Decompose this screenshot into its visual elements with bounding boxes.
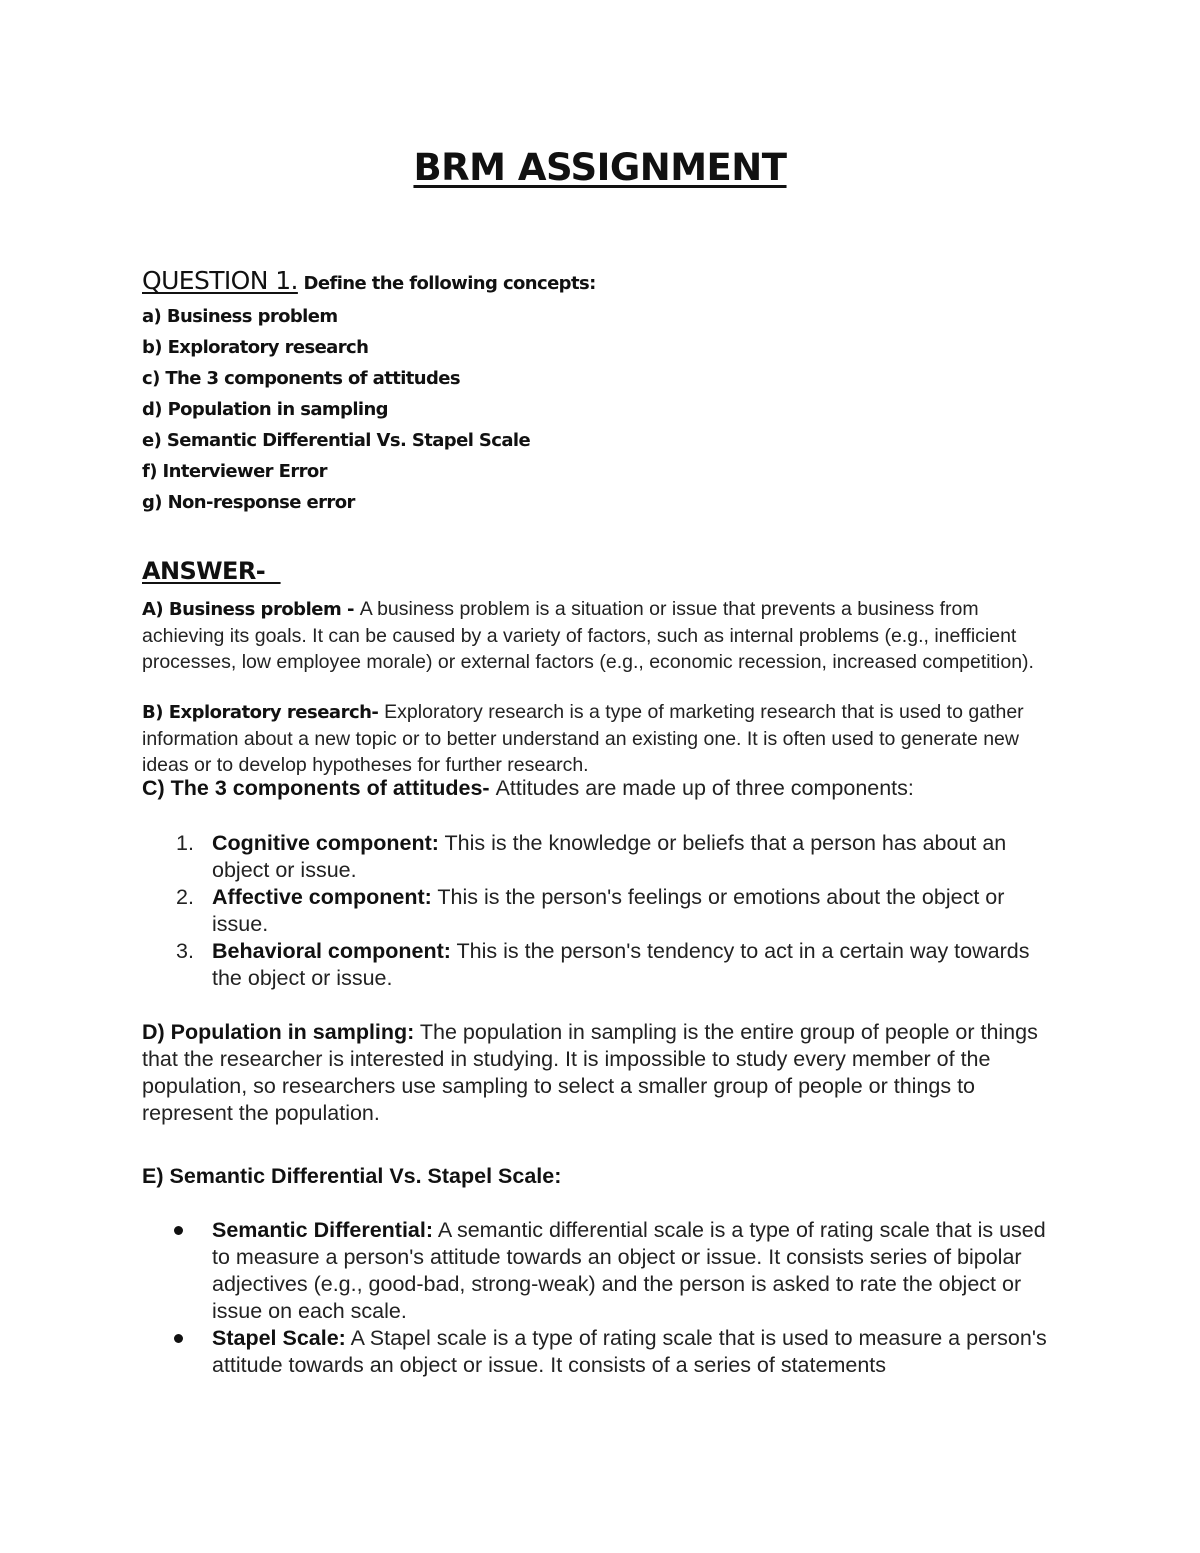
answer-d-text: The population in sampling is the entire group of people or things that the researcher is interested in studying. It is impossible to study every member of the population, so researchers use sampling to select a smaller group of people or things to represent the population. <box>142 1020 1038 1125</box>
list-item <box>142 884 1062 938</box>
question-item: c) The 3 components of attitudes <box>142 368 461 389</box>
answer-a-text: A business problem is a situation or issue that prevents a business from achieving its goals. It can be caused by a variety of factors, such as internal problems (e.g., inefficient processes, low employee morale) or external factors (e.g., economic recession, increased competition). <box>142 598 1034 673</box>
question-label: QUESTION 1. <box>142 266 298 295</box>
question-item: e) Semantic Differential Vs. Stapel Scale <box>142 430 531 451</box>
list-number: 3. <box>176 939 194 963</box>
question-list <box>142 301 1062 518</box>
list-item <box>142 1325 1062 1379</box>
list-number: 2. <box>176 885 194 909</box>
list-item <box>142 1217 1062 1325</box>
document-title: BRM ASSIGNMENT <box>413 146 787 189</box>
list-item-label: Behavioral component: <box>212 939 451 963</box>
list-item-label: Stapel Scale: <box>212 1326 346 1350</box>
answer-d-paragraph <box>142 1019 1062 1127</box>
list-item-text: This is the person's tendency to act in a certain way towards the object or issue. <box>212 939 1030 990</box>
list-item-text: This is the person's feelings or emotions about the object or issue. <box>212 885 1005 936</box>
list-item-label: Affective component: <box>212 885 432 909</box>
scale-comparison-list <box>142 1217 1062 1379</box>
list-item-text: This is the knowledge or beliefs that a person has about an object or issue. <box>212 831 1007 882</box>
question-block <box>142 266 1062 518</box>
question-item: f) Interviewer Error <box>142 461 327 482</box>
answer-d-label: D) Population in sampling: <box>142 1020 415 1044</box>
question-item: b) Exploratory research <box>142 337 369 358</box>
answer-e-heading <box>142 1163 1062 1190</box>
answer-heading: ANSWER- <box>142 557 281 585</box>
answer-a-paragraph <box>142 596 1062 675</box>
answer-e-label: E) Semantic Differential Vs. Stapel Scale: <box>142 1164 562 1188</box>
question-item: a) Business problem <box>142 306 338 327</box>
list-item-label: Cognitive component: <box>212 831 439 855</box>
answer-a-label: A) Business problem - <box>142 599 360 620</box>
answer-b-paragraph <box>142 699 1062 778</box>
question-prompt: Define the following concepts: <box>297 273 596 294</box>
list-number: 1. <box>176 831 194 855</box>
list-item-label: Semantic Differential: <box>212 1218 434 1242</box>
question-heading <box>142 266 1062 295</box>
answer-b-label: B) Exploratory research- <box>142 702 385 723</box>
list-item <box>142 830 1062 884</box>
answer-c-label: C) The 3 components of attitudes- <box>142 776 496 800</box>
answer-b-text: Exploratory research is a type of marketing research that is used to gather information about a new topic or to better understand an existing one. It is often used to generate new ideas or to develop hypotheses for further research. <box>142 701 1024 776</box>
question-item: d) Population in sampling <box>142 399 388 420</box>
list-item <box>142 938 1062 992</box>
list-item-text: A Stapel scale is a type of rating scale that is used to measure a person's attitude towards an object or issue. It consists of a series of statements <box>212 1326 1047 1377</box>
bullet-icon <box>174 1226 183 1235</box>
attitude-components-list <box>142 830 1062 992</box>
question-item: g) Non-response error <box>142 492 355 513</box>
list-item-text: A semantic differential scale is a type of rating scale that is used to measure a person's attitude towards an object or issue. It consists series of bipolar adjectives (e.g., good-bad, strong-weak) and the person is asked to rate the object or issue on each scale. <box>212 1218 1046 1323</box>
answer-c-text: Attitudes are made up of three components: <box>495 776 914 800</box>
answer-c-paragraph <box>142 775 1062 802</box>
bullet-icon <box>174 1334 183 1343</box>
